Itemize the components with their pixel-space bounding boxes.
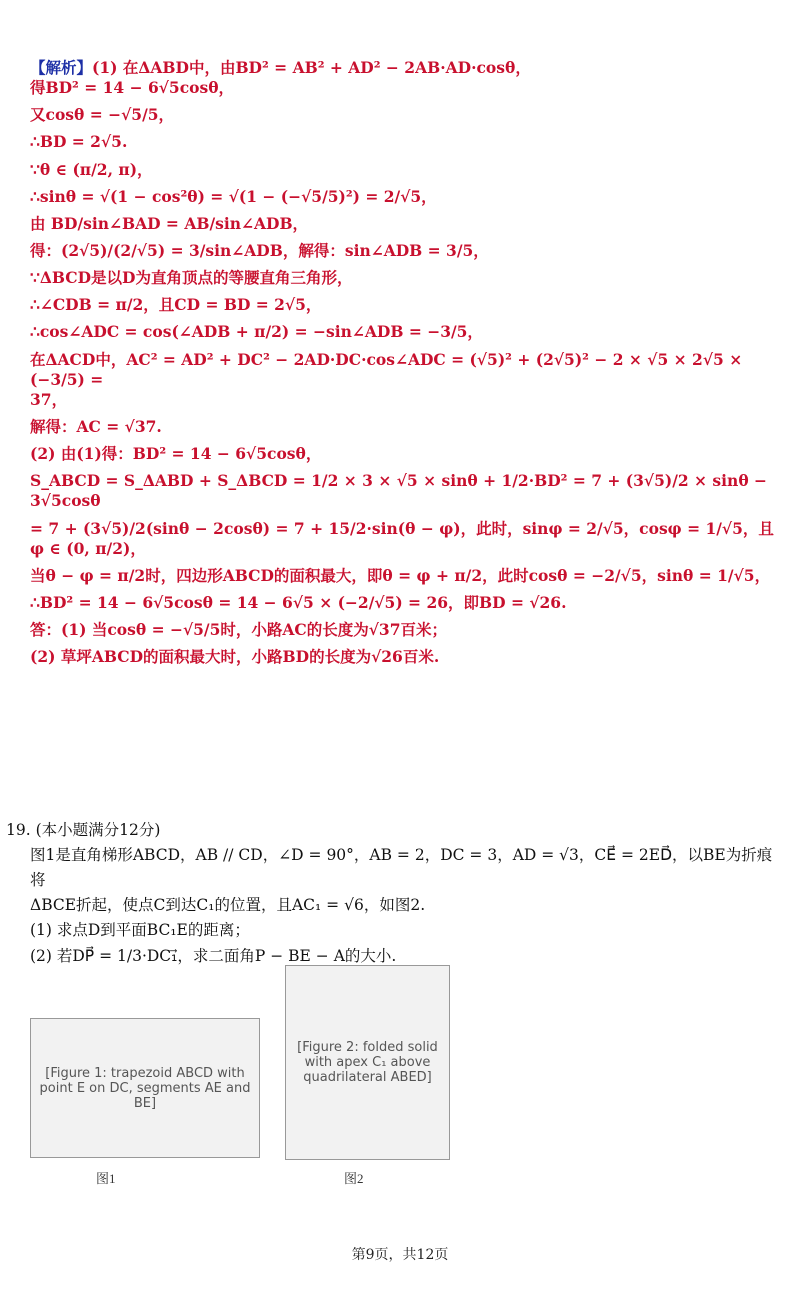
solution-line-5: ∵θ ∈ (π/2, π)， xyxy=(30,159,153,179)
solution-line-12: 在ΔACD中，AC² = AD² + DC² − 2AD·DC·cos∠ADC = (√5)² + (2√5)² − 2 × √5 × 2√5 × (−3/5) = xyxy=(30,349,743,389)
solution-line-13: 37， xyxy=(30,389,68,409)
solution-line-14: 解得：AC = √37. xyxy=(30,416,162,436)
problem-header: 19. (本小题满分12分) xyxy=(6,821,161,839)
solution-line-16: S_ABCD = S_ΔABD + S_ΔBCD = 1/2 × 3 × √5 × sinθ + 1/2·BD² = 7 + (3√5)/2 × sinθ − 3√5cosθ xyxy=(30,471,768,511)
solution-line-18: 当θ − φ = π/2时，四边形ABCD的面积最大，即θ = φ + π/2，此时cosθ = −2/√5，sinθ = 1/√5， xyxy=(30,565,771,585)
solution-line-4: ∴BD = 2√5. xyxy=(30,132,128,152)
solution-line-11: ∴cos∠ADC = cos(∠ADB + π/2) = −sin∠ADB = −3/5， xyxy=(30,322,483,342)
figure-2-placeholder: [Figure 2: folded solid with apex C₁ above quadrilateral ABED] xyxy=(285,965,450,1160)
solution-line-6: ∴sinθ = √(1 − cos²θ) = √(1 − (−√5/5)²) = 2/√5， xyxy=(30,186,437,206)
solution-line-10: ∴∠CDB = π/2，且CD = BD = 2√5， xyxy=(30,295,322,315)
answer-line-2: (2) 草坪ABCD的面积最大时，小路BD的长度为√26百米. xyxy=(30,647,440,667)
solution-line-3: 又cosθ = −√5/5， xyxy=(30,105,175,125)
solution-line-9: ∵ΔBCD是以D为直角顶点的等腰直角三角形， xyxy=(30,268,353,288)
solution-line-1: 【解析】(1) 在ΔABD中，由BD² = AB² + AD² − 2AB·AD·cosθ， xyxy=(30,58,531,77)
figure-2-caption: 图2 xyxy=(344,1171,364,1186)
solution-line-17: = 7 + (3√5)/2(sinθ − 2cosθ) = 7 + 15/2·sin(θ − φ)，此时，sinφ = 2/√5，cosφ = 1/√5，且φ ∈ (0, π/2)， xyxy=(30,518,774,558)
solution-block xyxy=(30,58,782,667)
solution-line-2: 得BD² = 14 − 6√5cosθ， xyxy=(30,78,235,98)
figure-1-caption: 图1 xyxy=(96,1171,116,1186)
solution-line-7: 由 BD/sin∠BAD = AB/sin∠ADB， xyxy=(30,213,309,233)
figure-1-placeholder: [Figure 1: trapezoid ABCD with point E on DC, segments AE and BE] xyxy=(30,1018,260,1158)
page-footer: 第9页，共12页 xyxy=(351,1247,449,1263)
problem-statement-line-1: 图1是直角梯形ABCD，AB // CD，∠D = 90°，AB = 2，DC = 3，AD = √3，CE⃗ = 2ED⃗，以BE为折痕将 xyxy=(30,846,773,890)
solution-line-15: (2) 由(1)得：BD² = 14 − 6√5cosθ， xyxy=(30,444,322,464)
answer-line-1: 答：(1) 当cosθ = −√5/5时，小路AC的长度为√37百米； xyxy=(30,620,447,640)
solution-line-8: 得：(2√5)/(2/√5) = 3/sin∠ADB，解得：sin∠ADB = 3/5， xyxy=(30,240,489,260)
analysis-tag: 【解析】 xyxy=(30,58,93,77)
problem-question-2: (2) 若DP⃗ = 1/3·DC₁⃗，求二面角P − BE − A的大小. xyxy=(30,946,397,965)
problem-19 xyxy=(6,818,782,969)
problem-question-1: (1) 求点D到平面BC₁E的距离； xyxy=(30,921,250,940)
problem-statement-line-2: ΔBCE折起，使点C到达C₁的位置，且AC₁ = √6，如图2. xyxy=(30,896,426,915)
solution-line-19: ∴BD² = 14 − 6√5cosθ = 14 − 6√5 × (−2/√5) = 26，即BD = √26. xyxy=(30,592,567,612)
